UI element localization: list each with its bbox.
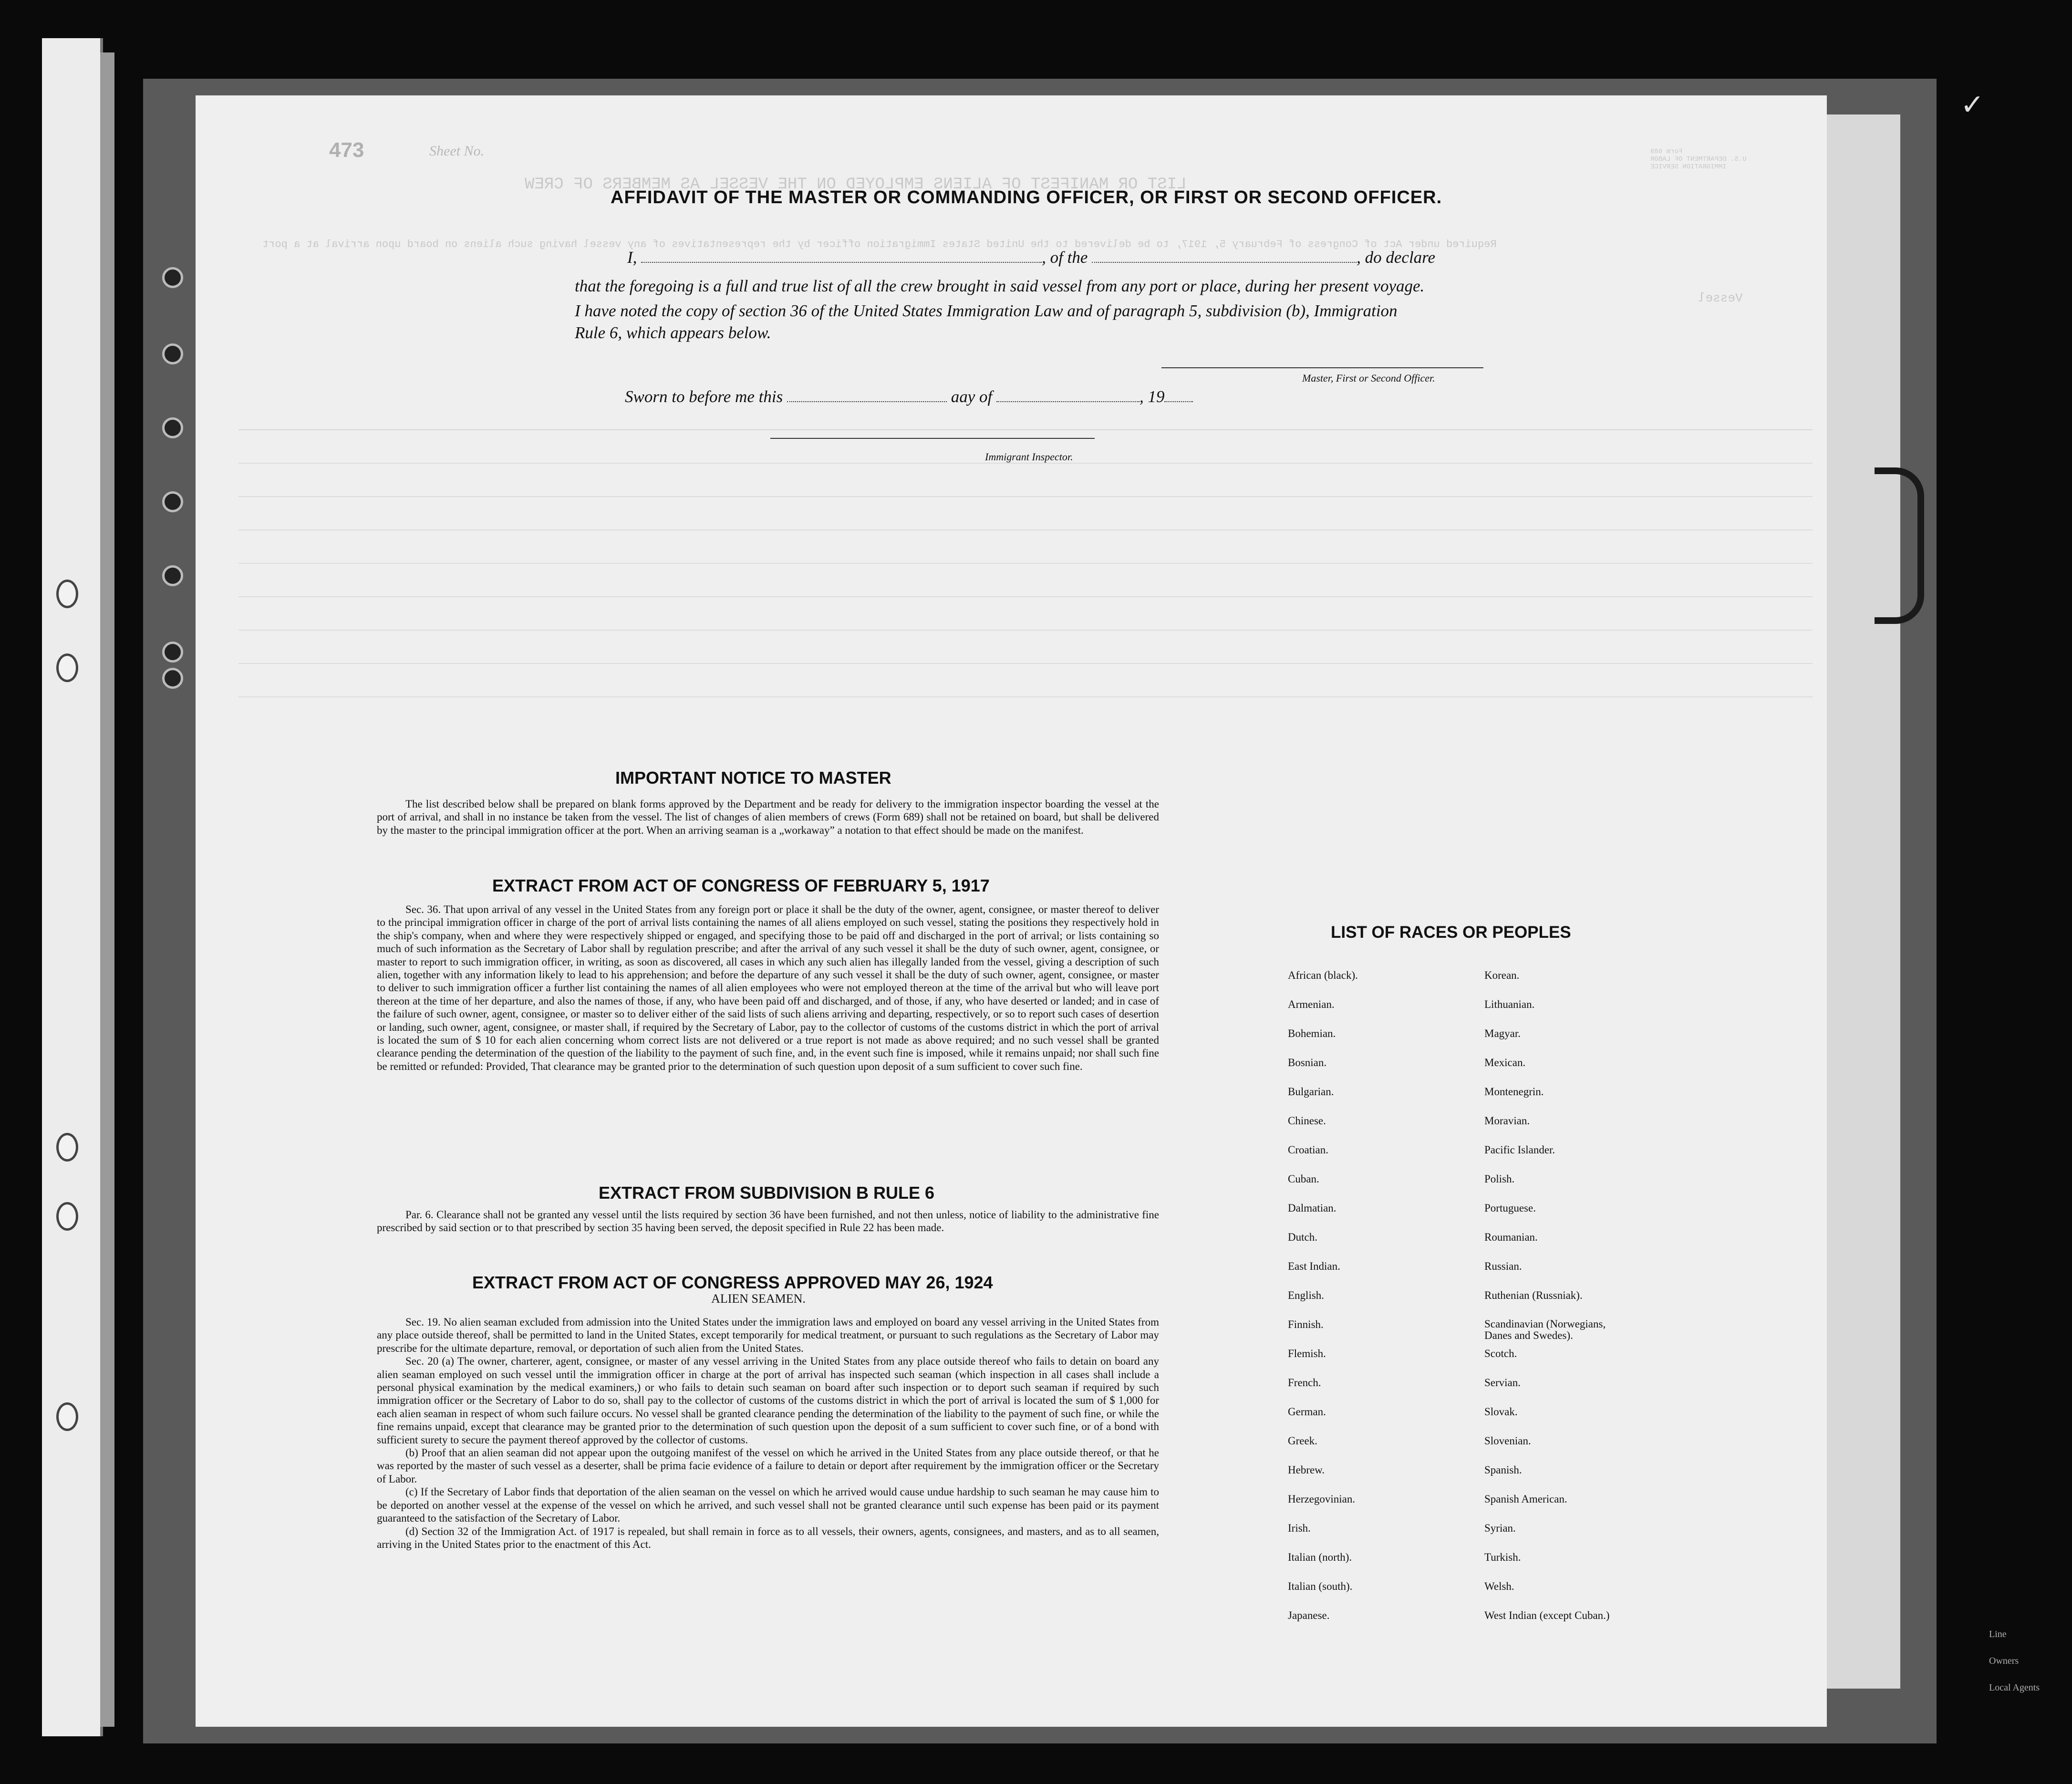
- act-1917-title: EXTRACT FROM ACT OF CONGRESS OF FEBRUARY 5, 1917: [492, 876, 990, 895]
- race-item: Spanish.: [1484, 1464, 1522, 1476]
- name-blank: [641, 249, 1042, 263]
- affidavit-line-2: that the foregoing is a full and true list of all the crew brought in said vessel from any port or place, during her present voyage.: [575, 277, 1425, 295]
- affidavit-line-3: I have noted the copy of section 36 of the United States Immigration Law and of paragraph 5, subdivision (b), Immigration: [575, 301, 1398, 320]
- faint-footer: Line Owners Local Agents: [1989, 1629, 2040, 1693]
- race-item: Irish.: [1288, 1522, 1311, 1534]
- race-item: Korean.: [1484, 969, 1520, 981]
- race-item: Herzegovinian.: [1288, 1493, 1356, 1505]
- race-item: Magyar.: [1484, 1027, 1521, 1039]
- race-item: Greek.: [1288, 1435, 1317, 1447]
- month-blank: [996, 388, 1140, 402]
- affidavit-line-4: Rule 6, which appears below.: [575, 323, 771, 342]
- rivet: [162, 668, 183, 689]
- races-right-column: [1484, 969, 1627, 1639]
- race-item: Bulgarian.: [1288, 1086, 1334, 1098]
- signature-caption: Master, First or Second Officer.: [1302, 372, 1435, 384]
- rivet: [162, 343, 183, 364]
- race-item: German.: [1288, 1406, 1326, 1418]
- race-item: Slovak.: [1484, 1406, 1518, 1418]
- races-left-column: [1288, 969, 1358, 1639]
- rule-6-text: Par. 6. Clearance shall not be granted any vessel until the lists required by section 36 have been furnished, and not then unless, notice of liability to the administrative fine prescribed by said section or to that prescribed by section 35 having been served, the deposit specified in Rule 22 has been made.: [377, 1209, 1159, 1234]
- notice-title: IMPORTANT NOTICE TO MASTER: [615, 768, 891, 788]
- race-item: West Indian (except Cuban.): [1484, 1609, 1610, 1621]
- race-item: Spanish American.: [1484, 1493, 1567, 1505]
- punch-hole: [56, 1133, 78, 1162]
- race-item: Mexican.: [1484, 1057, 1526, 1068]
- affidavit-line1-suffix: , do declare: [1357, 248, 1436, 267]
- race-item: Japanese.: [1288, 1609, 1330, 1621]
- race-item: Flemish.: [1288, 1348, 1326, 1359]
- race-item: Armenian.: [1288, 998, 1335, 1010]
- races-title: LIST OF RACES OR PEOPLES: [1331, 923, 1571, 942]
- year-blank: [1164, 388, 1193, 402]
- race-item: Cuban.: [1288, 1173, 1319, 1185]
- act-1924-subtitle: ALIEN SEAMEN.: [711, 1292, 806, 1306]
- punch-hole: [56, 1202, 78, 1231]
- faint-list-title: LIST OR MANIFEST OF ALIENS EMPLOYED ON THE VESSEL AS MEMBERS OF CREW: [525, 176, 1187, 194]
- sworn-line: [625, 387, 1193, 406]
- race-item: Slovenian.: [1484, 1435, 1531, 1447]
- race-item: Pacific Islander.: [1484, 1144, 1555, 1156]
- faint-dept-lines: Form 689 U.S. DEPARTMENT OF LABOR IMMIGRATION SERVICE: [1650, 148, 1747, 171]
- inspector-caption: Immigrant Inspector.: [985, 451, 1073, 463]
- notice-text: The list described below shall be prepared on blank forms approved by the Department and be ready for delivery to the immigration inspector boarding the vessel at the port of arrival, and shall in no instance be taken from the vessel. The list of changes of alien members of crews (Form 689) shall not be retained on board, but shall be delivered by the master to the principal immigration officer at the port. When an arriving seaman is a „workaway” a notation to that effect should be made on the manifest.: [377, 798, 1159, 836]
- faint-required-line: Required under Act of Congress of February 5, 1917, to be delivered to the United States Immigration officer by the representatives of any vessel having such aliens on board upon arrival at a port: [262, 239, 1497, 250]
- sworn-middle: aay of: [951, 387, 993, 406]
- race-item: Moravian.: [1484, 1115, 1530, 1127]
- race-item: Ruthenian (Russniak).: [1484, 1289, 1583, 1301]
- race-item: Dalmatian.: [1288, 1202, 1336, 1214]
- race-item: Servian.: [1484, 1377, 1521, 1389]
- sworn-suffix: , 19: [1139, 387, 1165, 406]
- race-item: Dutch.: [1288, 1231, 1317, 1243]
- race-item: Bosnian.: [1288, 1057, 1327, 1068]
- race-item: Portuguese.: [1484, 1202, 1536, 1214]
- rule-6-title: EXTRACT FROM SUBDIVISION B RULE 6: [599, 1183, 935, 1203]
- page-number-mark: 473: [329, 138, 364, 162]
- race-item: French.: [1288, 1377, 1321, 1389]
- punch-hole: [56, 580, 78, 608]
- sworn-prefix: Sworn to before me this: [625, 387, 783, 406]
- race-item: Finnish.: [1288, 1318, 1324, 1330]
- race-item: Turkish.: [1484, 1551, 1521, 1563]
- affidavit-line-1: [627, 248, 1435, 267]
- race-item: Scotch.: [1484, 1348, 1517, 1359]
- underlying-page-edge: [1822, 114, 1900, 1689]
- race-item: Syrian.: [1484, 1522, 1516, 1534]
- race-item: Italian (south).: [1288, 1580, 1353, 1592]
- faint-vessel-label: Vessel: [1698, 291, 1743, 305]
- race-item: Hebrew.: [1288, 1464, 1325, 1476]
- vessel-blank: [1092, 249, 1357, 263]
- act-1924-title: EXTRACT FROM ACT OF CONGRESS APPROVED MAY 26, 1924: [472, 1273, 993, 1292]
- sheet-number-mark: Sheet No.: [429, 143, 484, 159]
- rivet: [162, 267, 183, 288]
- rivet: [162, 417, 183, 438]
- race-item: African (black).: [1288, 969, 1358, 981]
- punch-hole: [56, 653, 78, 682]
- rivet: [162, 642, 183, 663]
- race-item: Italian (north).: [1288, 1551, 1352, 1563]
- race-item: Bohemian.: [1288, 1027, 1336, 1039]
- affidavit-title: AFFIDAVIT OF THE MASTER OR COMMANDING OFFICER, OR FIRST OR SECOND OFFICER.: [611, 187, 1442, 207]
- race-item: Russian.: [1484, 1260, 1522, 1272]
- check-mark: ✓: [1960, 88, 1985, 122]
- affidavit-line1-prefix: I,: [627, 248, 637, 267]
- race-item: East Indian.: [1288, 1260, 1340, 1272]
- day-blank: [787, 388, 947, 402]
- binder-tab: [1875, 467, 1924, 624]
- punch-hole: [56, 1402, 78, 1431]
- race-item: Polish.: [1484, 1173, 1515, 1185]
- binder-spine-edge: [100, 52, 114, 1727]
- race-item: English.: [1288, 1289, 1325, 1301]
- race-item: Welsh.: [1484, 1580, 1514, 1592]
- race-item: Roumanian.: [1484, 1231, 1538, 1243]
- binder-spine: [42, 38, 103, 1736]
- act-1924-text: Sec. 19. No alien seaman excluded from admission into the United States under the immigration laws and employed on board any vessel arriving in the United States from any place outside thereof, shall be permitted to land in the United States, except temporarily for medical treatment, or pursuant to such regulations as the Secretary of Labor may prescribe for the ultimate departure, removal, or deportation of such alien from the United States. Sec. 20 (a) The owner, charterer, agent, consignee, or master of any vessel arriving in the United States from any place outside thereof who fails to detain on board any alien seaman employed on such vessel until the immigration officer in charge at the port of arrival has inspected such seaman (which inspection in all cases shall include a personal physical examination by the medical examiners,) or who fails to detain such seaman on board after such inspection or to deport such seaman if required by such immigration officer or the Secretary of Labor to do so, shall pay to the collector of customs of the customs district in which the port of arrival is located the sum of $ 1,000 for each alien seaman in respect of whom such failure occurs. No vessel shall be granted clearance pending the determination of the liability to the payment of such fine, or while the fine remains unpaid, except that clearance may be granted prior to the determination of such question upon the deposit of a sum sufficient to cover such fine, or of a bond with sufficient surety to secure the payment thereof approved by the collector of customs. (b) Proof that an alien seaman did not appear upon the outgoing manifest of the vessel on which he arrived in the United States from any place outside thereof, or that he was reported by the master of such vessel as a deserter, shall be prima facie evidence of a failure to detain or deport after requirement by the immigration officer or the Secretary of Labor. (c) If the Secretary of Labor finds that deportation of the alien seaman on the vessel on which he arrived would cause undue hardship to such seaman he may cause him to be deported on another vessel at the expense of the vessel on which he arrived, and such vessel shall not be granted clearance until such expense has been paid or its payment guaranteed to the satisfaction of the Secretary of Labor. (d) Section 32 of the Immigration Act. of 1917 is repealed, but shall remain in force as to all vessels, their owners, agents, consignees, and masters, and as to all seamen, arriving in the United States prior to the enactment of this Act.: [377, 1316, 1159, 1550]
- signature-line: [1161, 367, 1483, 368]
- inspector-signature-line: [770, 438, 1095, 439]
- rivet: [162, 565, 183, 586]
- act-1917-text: Sec. 36. That upon arrival of any vessel in the United States from any foreign port or place it shall be the duty of the owner, agent, consignee, or master thereof to deliver to the principal immigration officer in charge of the port of arrival lists containing the names of all aliens employed on such vessel, stating the positions they respectively hold in the ship's company, when and where they were respectively shipped or engaged, and specifying those to be paid off and discharged in the port of arrival; or lists containing so much of such information as the Secretary of Labor shall by regulation prescribe; and after the arrival of any such vessel it shall be the duty of such owner, agent, consignee, or master to report to such immigration officer, in writing, as soon as discovered, all cases in which any such alien has illegally landed from the vessel, giving a description of such alien, together with any information likely to lead to his apprehension; and before the departure of any such vessel it shall be the duty of such owner, agent, consignee, or master to deliver to such immigration officer a further list containing the names of all alien employees who were not employed thereon at the time of the arrival but who will leave port thereon at the time of her departure, and also the names of those, if any, who have been paid off and discharged, and of those, if any, who have deserted or landed; and in case of the failure of such owner, agent, consignee, or master so to deliver either of the said lists of such aliens arriving and departing, respectively, or so to report such cases of desertion or landing, such owner, agent, consignee, or master shall, if required by the Secretary of Labor, pay to the collector of customs of the customs district in which the port of arrival is located the sum of $ 10 for each alien concerning whom correct lists are not delivered or a true report is not made as above required; and no such vessel shall be granted clearance pending the determination of the question of the liability to the payment of such fine, and, in the event such fine is imposed, while it remains unpaid; nor shall such fine be remitted or refunded: Provided, That clearance may be granted prior to the determination of such question upon deposit of a sum sufficient to cover such fine.: [377, 903, 1159, 1072]
- race-item: Chinese.: [1288, 1115, 1326, 1127]
- race-item: Scandinavian (Norwegians, Danes and Swedes).: [1484, 1318, 1606, 1341]
- race-item: Lithuanian.: [1484, 998, 1535, 1010]
- race-item: Croatian.: [1288, 1144, 1328, 1156]
- affidavit-line1-middle: , of the: [1042, 248, 1088, 267]
- race-item: Montenegrin.: [1484, 1086, 1544, 1098]
- rivet: [162, 491, 183, 512]
